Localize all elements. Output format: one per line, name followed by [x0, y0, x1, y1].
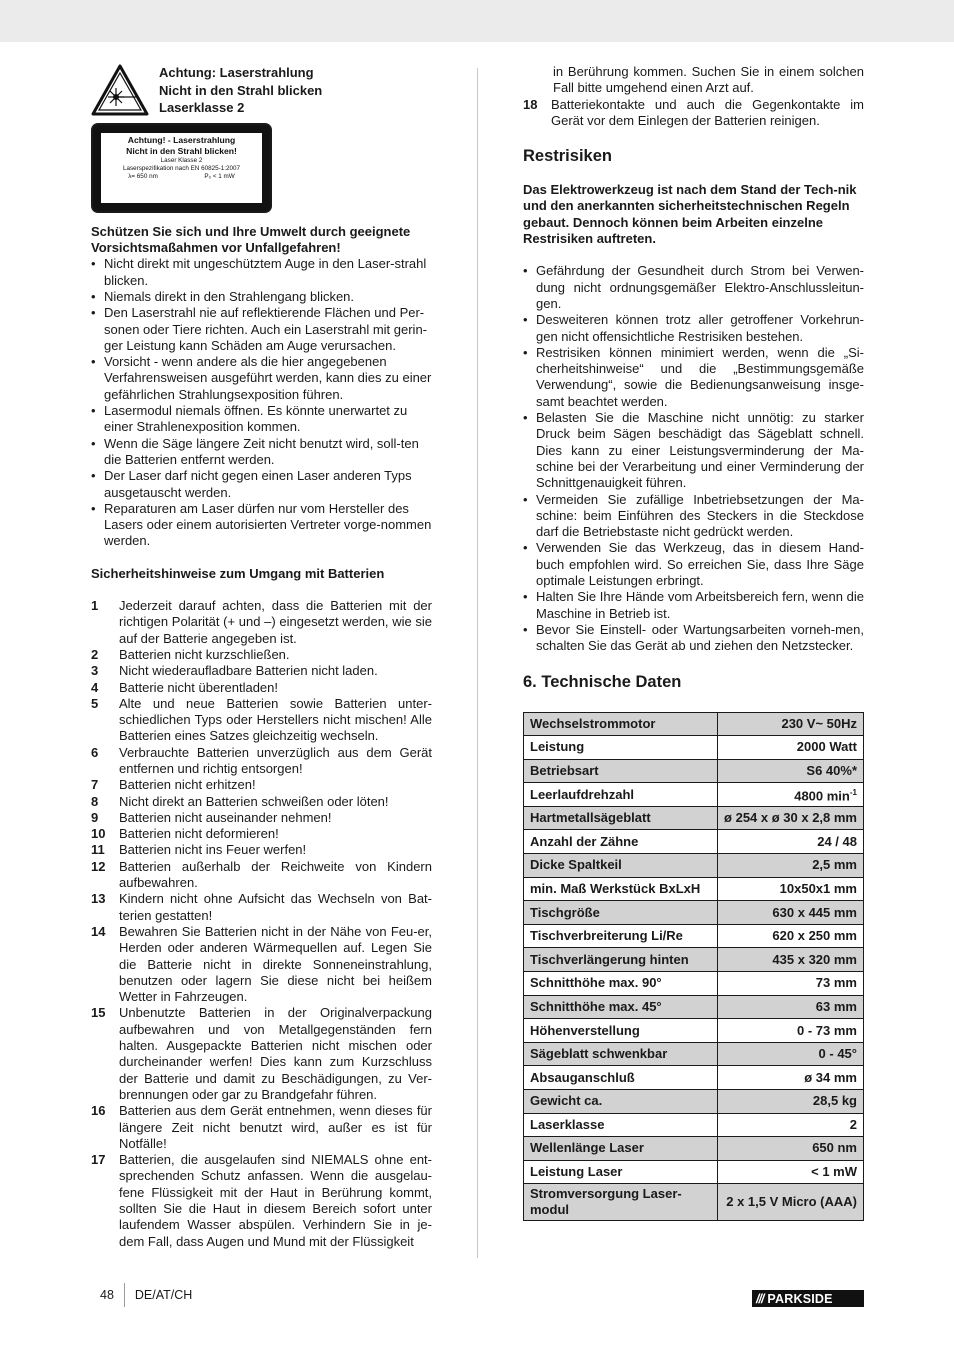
table-row: [524, 806, 864, 830]
battery-list: [91, 598, 432, 1250]
spec-label: Schnitthöhe max. 45°: [524, 995, 718, 1019]
table-row: [524, 712, 864, 736]
logo-slashes: ///: [756, 1291, 764, 1306]
laser-warning: [91, 64, 432, 117]
logo-text: PARKSIDE: [767, 1291, 833, 1306]
table-row: [524, 1160, 864, 1184]
list-item: 10 Batterien nicht deformieren!: [91, 826, 279, 842]
spec-label: Wechselstrommotor: [524, 712, 718, 736]
spec-value: 2000 Watt: [718, 736, 864, 760]
table-row: [524, 783, 864, 807]
page-footer: [100, 1284, 192, 1306]
spec-label: Leistung Laser: [524, 1160, 718, 1184]
spec-label: Wellenlänge Laser: [524, 1137, 718, 1161]
label-wavelength: λ= 650 nm: [128, 172, 158, 180]
list-item: 8 Nicht direkt an Batterien schweißen oder löten!: [91, 793, 389, 809]
spec-value: 28,5 kg: [718, 1090, 864, 1114]
list-item: • Vorsicht - wenn andere als die hier angegebenen Verfahrensweisen ausgeführt werden, kann dies zu einer gefährlichen Strahlungsexposition führen.: [91, 354, 432, 403]
spec-value: 24 / 48: [718, 830, 864, 854]
spec-label: Tischverlängerung hinten: [524, 948, 718, 972]
list-item: 2 Batterien nicht kurzschließen.: [91, 646, 290, 662]
spec-label: Leistung: [524, 736, 718, 760]
list-item: • Bevor Sie Einstell- oder Wartungsarbeiten vorneh-men, schalten Sie das Gerät ab und ziehen den Netzstecker.: [523, 622, 864, 655]
list-item: • Niemals direkt in den Strahlengang blicken.: [91, 289, 432, 305]
list-item: • Belasten Sie die Maschine nicht unnötig: zu starker Druck beim Sägen beschädigt das Sägeblatt schnell. Dies kann zu einer Leistungsverminderung der Ma-schine bei der Verarbeitung und einer Verminderung der Schnittgenauigkeit führen.: [523, 410, 864, 491]
list-item: • Der Laser darf nicht gegen einen Laser anderen Typs ausgetauscht werden.: [91, 468, 432, 501]
list-item: • Halten Sie Ihre Hände vom Arbeitsbereich fern, wenn die Maschine in Betrieb ist.: [523, 589, 864, 622]
list-item: • Verwenden Sie das Werkzeug, das in diesem Hand-buch empfohlen wird. So erreichen Sie, dass Ihre Säge optimale Leistungen erbringt.: [523, 540, 864, 589]
spec-label: Dicke Spaltkeil: [524, 854, 718, 878]
spec-label: Laserklasse: [524, 1113, 718, 1137]
list-item: 18 Batteriekontakte und auch die Gegenkontakte im Gerät vor dem Einlegen der Batterien reinigen.: [523, 96, 864, 128]
spec-value: 73 mm: [718, 972, 864, 996]
safety-intro: Schützen Sie sich und Ihre Umwelt durch geeignete Vorsichtsmaßahmen vor Unfallgefahren!: [91, 223, 411, 256]
spec-value: 4800 $\min^{-1}$: [718, 783, 864, 807]
table-row: [524, 995, 864, 1019]
spec-label: Höhenverstellung: [524, 1019, 718, 1043]
spec-value: ø 34 mm: [718, 1066, 864, 1090]
laser-label: [91, 123, 272, 213]
spec-value: 650 nm: [718, 1137, 864, 1161]
list-item: 7 Batterien nicht erhitzen!: [91, 777, 256, 793]
spec-label: Sägeblatt schwenkbar: [524, 1042, 718, 1066]
label-line-2: Nicht in den Strahl blicken!: [126, 145, 237, 156]
top-band: [0, 0, 954, 42]
spec-label: Absauganschluß: [524, 1066, 718, 1090]
spec-value: 2: [718, 1113, 864, 1137]
page-number: 48: [100, 1288, 114, 1302]
spec-label: Schnitthöhe max. 90°: [524, 972, 718, 996]
list-item: 1 Jederzeit darauf achten, dass die Batterien mit der richtigen Polarität (+ und –) eingesetzt werden, wie sie auf der Batterie angegeben ist.: [91, 598, 432, 646]
label-line-3: Laser Klasse 2: [160, 156, 203, 164]
list-item: • Reparaturen am Laser dürfen nur vom Hersteller des Lasers oder einem autorisierten Vertreter vorge-nommen werden.: [91, 501, 432, 550]
list-item: 5 Alte und neue Batterien sowie Batterien unter-schiedlichen Typs oder Herstellers nicht mischen! Alle Batterien eines Satzes gleichzeitig wechseln.: [91, 695, 432, 744]
footer-separator: [124, 1283, 125, 1307]
list-item: • Gefährdung der Gesundheit durch Strom bei Verwen-dung nicht ordnungsgemäßer Elektro-Anschlussleitun-gen.: [523, 263, 864, 312]
spec-value: S6 40%*: [718, 759, 864, 783]
list-item: • Den Laserstrahl nie auf reflektierende Flächen und Per-sonen oder Tiere richten. Auch ein Laserstrahl mit gerin-ger Leistung kann Schäden am Auge verursachen.: [91, 305, 432, 354]
table-row: [524, 1137, 864, 1161]
spec-value: 435 x 320 mm: [718, 948, 864, 972]
label-line-4: Laserspezifikation nach EN 60825-1:2007: [123, 164, 240, 172]
table-row: [524, 830, 864, 854]
restrisiken-list: [523, 263, 864, 654]
list-item: 11 Batterien nicht ins Feuer werfen!: [91, 842, 307, 858]
spec-value: 2 x 1,5 V Micro (AAA): [718, 1184, 864, 1221]
table-row: [524, 972, 864, 996]
spec-value: 0 - 73 mm: [718, 1019, 864, 1043]
table-row: [524, 877, 864, 901]
spec-value: ø 254 x ø 30 x 2,8 mm: [718, 806, 864, 830]
spec-value: 2,5 mm: [718, 854, 864, 878]
list-item: 6 Verbrauchte Batterien unverzüglich aus dem Gerät entfernen und richtig entsorgen!: [91, 744, 432, 776]
spec-label: min. Maß Werkstück BxLxH: [524, 877, 718, 901]
table-row: [524, 1113, 864, 1137]
table-row: [524, 901, 864, 925]
right-column: [523, 64, 864, 1221]
spec-value: < 1 mW: [718, 1160, 864, 1184]
spec-label: Betriebsart: [524, 759, 718, 783]
warning-line-2: Nicht in den Strahl blicken: [159, 82, 323, 98]
spec-label: Leerlaufdrehzahl: [524, 783, 718, 807]
spec-value: 620 x 250 mm: [718, 924, 864, 948]
list-item: 14 Bewahren Sie Batterien nicht in der Nähe von Feu-er, Herden oder anderen Wärmequellen auf. Legen Sie die Batterie nicht in direkte Sonneneinstrahlung, benutzen oder lagern Sie diese nicht bei heißem Wetter in Fahrzeugen.: [91, 923, 432, 1005]
list-item: • Restrisiken können minimiert werden, wenn die „Si-cherheitshinweise“ und die „Bestimmungsgemäße Verwendung“, sowie die Bedienungsanweisung insge-samt beachtet werden.: [523, 345, 864, 410]
spec-value: 0 - 45°: [718, 1042, 864, 1066]
table-row: [524, 924, 864, 948]
label-spec: [105, 173, 258, 181]
restrisiken-heading: Restrisiken: [523, 147, 612, 166]
table-row: [524, 854, 864, 878]
spec-label: Tischgröße: [524, 901, 718, 925]
spec-value: 630 x 445 mm: [718, 901, 864, 925]
label-line-1: Achtung! - Laserstrahlung: [127, 134, 236, 145]
laser-safety-list: [91, 256, 432, 549]
laser-warning-icon: [91, 64, 149, 116]
list-item: 3 Nicht wiederaufladbare Batterien nicht laden.: [91, 663, 378, 679]
list-item: 9 Batterien nicht auseinander nehmen!: [91, 809, 332, 825]
restrisiken-intro: Das Elektrowerkzeug ist nach dem Stand der Tech-nik und den anerkannten sicherheitstechnischen Regeln gebaut. Dennoch können beim Arbeiten einzelne Restrisiken auftreten.: [523, 182, 857, 247]
column-divider: [477, 68, 478, 1258]
list-item: 15 Unbenutzte Batterien in der Originalverpackung aufbewahren und von Metallgegenständen fern halten. Ausgepackte Batterien nicht mischen oder durcheinander werfen! Dies kann zum Kurzschluss der Batterie und damit zu Beschädigungen, zu Ver-brennungen oder gar zu Brandgefahr führen.: [91, 1005, 432, 1102]
spec-label: Stromversorgung Laser-modul: [524, 1184, 718, 1221]
list-item: • Desweiteren können trotz aller getroffener Vorkehrun-gen nicht offensichtliche Restrisiken bestehen.: [523, 312, 864, 345]
table-row: [524, 759, 864, 783]
table-row: [524, 1184, 864, 1221]
tech-data-table: [523, 712, 864, 1222]
table-row: [524, 1066, 864, 1090]
spec-label: Gewicht ca.: [524, 1090, 718, 1114]
spec-value: 63 mm: [718, 995, 864, 1019]
list-item: 13 Kindern nicht ohne Aufsicht das Wechseln von Bat-terien gestatten!: [91, 891, 432, 923]
warning-line-1: Achtung: Laserstrahlung: [159, 65, 314, 80]
table-row: [524, 1042, 864, 1066]
left-column: [91, 64, 432, 1250]
table-row: [524, 736, 864, 760]
warning-line-3: Laserklasse 2: [159, 100, 245, 116]
spec-label: Hartmetallsägeblatt: [524, 806, 718, 830]
table-row: [524, 1090, 864, 1114]
list-item: • Lasermodul niemals öffnen. Es könnte unerwartet zu einer Strahlenexposition kommen.: [91, 403, 432, 436]
list-item: 4 Batterie nicht überentladen!: [91, 679, 278, 695]
battery-heading: Sicherheitshinweise zum Umgang mit Batterien: [91, 565, 385, 581]
list-item: 17 Batterien, die ausgelaufen sind NIEMALS ohne ent-sprechenden Schutz anfassen. Wenn die ausgelau-fene Flüssigkeit mit der Haut in Berührung kommt, sollten Sie die Haut in diesem Bereich sofort unter laufendem Wasser abspülen. Verhindern Sie in je-dem Fall, dass Augen und Mund mit der Flüssigkeit: [91, 1152, 432, 1249]
table-row: [524, 1019, 864, 1043]
spec-label: Anzahl der Zähne: [524, 830, 718, 854]
battery-list-continued: [523, 97, 864, 130]
list-item: • Nicht direkt mit ungeschütztem Auge in den Laser-strahl blicken.: [91, 256, 432, 289]
list-item: • Vermeiden Sie zufällige Inbetriebsetzungen der Ma-schine: beim Einführen des Steckers in die Steckdose darf die Betriebstaste nicht gedrückt werden.: [523, 492, 864, 541]
region-label: DE/AT/CH: [134, 1288, 193, 1302]
list-item: 12 Batterien außerhalb der Reichweite von Kindern aufbewahren.: [91, 858, 432, 891]
parkside-logo: [752, 1290, 864, 1307]
table-row: [524, 948, 864, 972]
label-power: P₀ < 1 mW: [204, 172, 235, 180]
list-item: • Wenn die Säge längere Zeit nicht benutzt wird, soll-ten die Batterien entfernt werden.: [91, 436, 432, 469]
spec-label: Tischverbreiterung Li/Re: [524, 924, 718, 948]
spec-value: 10x50x1 mm: [718, 877, 864, 901]
battery-item-17-continued: in Berührung kommen. Suchen Sie in einem solchen Fall bitte umgehend einen Arzt auf.: [553, 64, 864, 96]
laser-warning-title: [159, 64, 322, 117]
tech-heading: 6. Technische Daten: [523, 672, 682, 691]
list-item: 16 Batterien aus dem Gerät entnehmen, wenn dieses für längere Zeit nicht benutzt wird, außer es ist für Notfälle!: [91, 1103, 432, 1151]
spec-value: 230 V~ 50Hz: [718, 712, 864, 736]
